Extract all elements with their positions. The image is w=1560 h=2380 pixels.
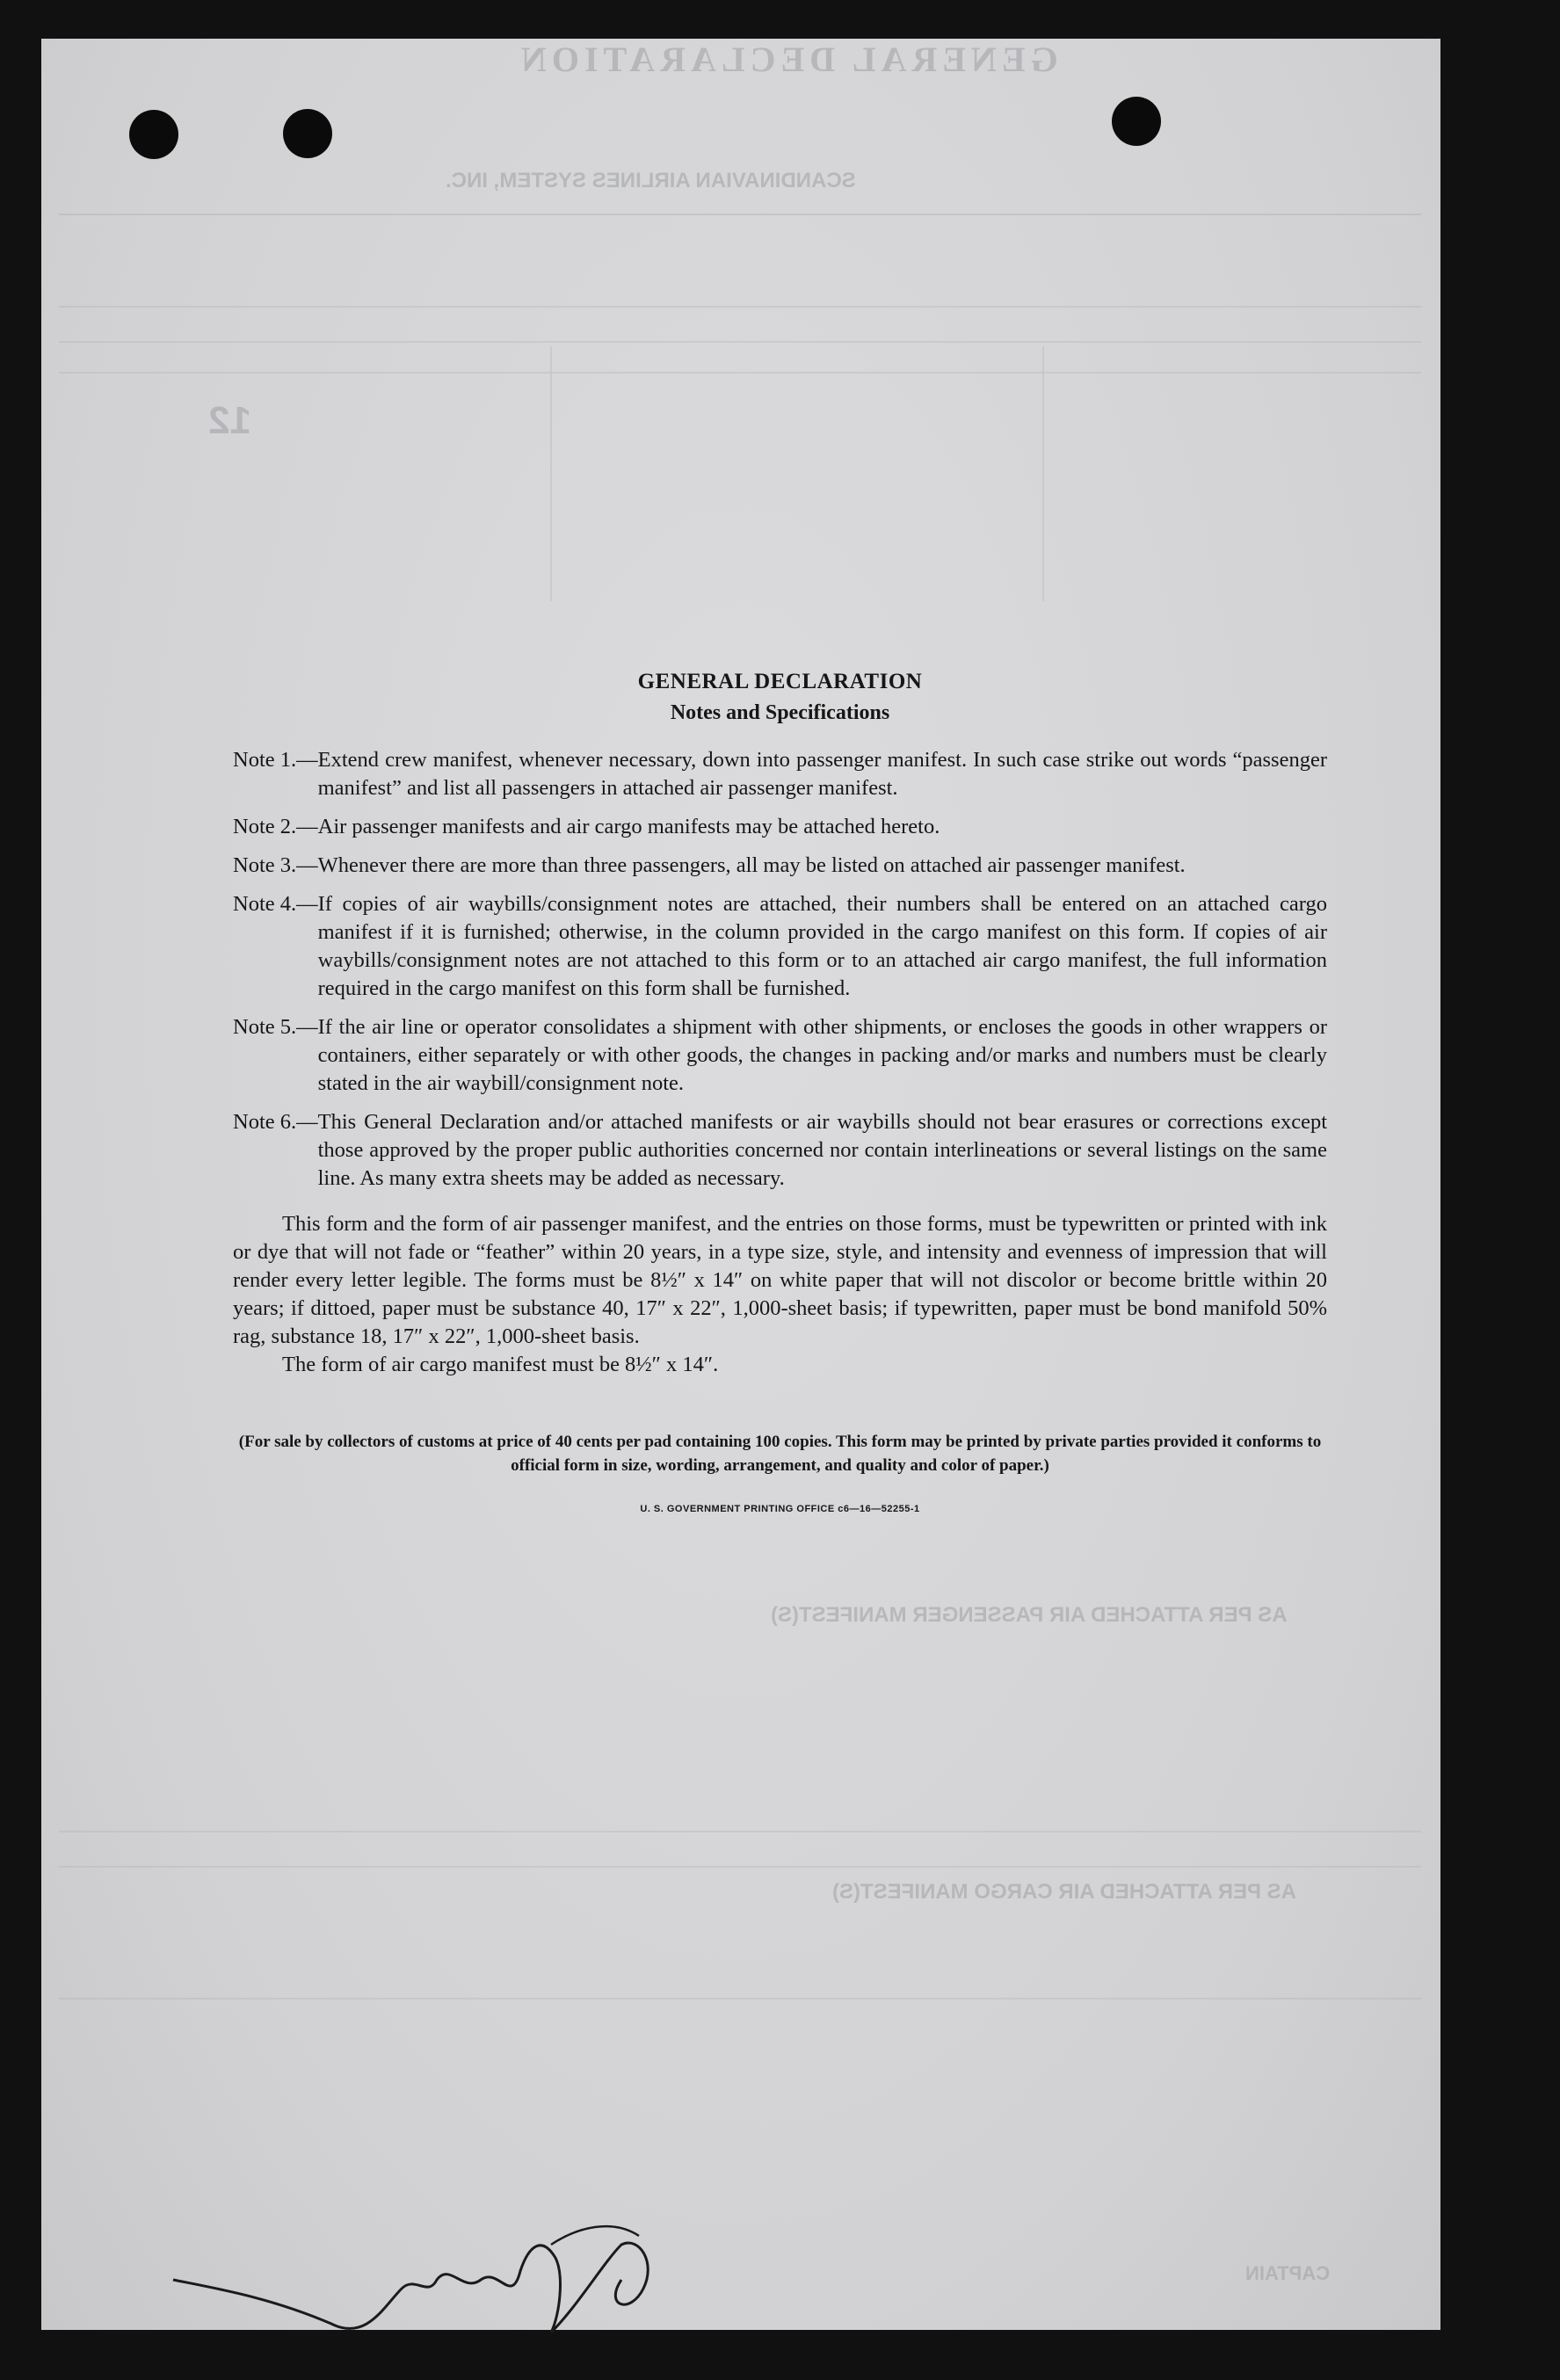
note-dash: — [296, 853, 318, 877]
notes-section [233, 670, 1327, 1514]
note-label: Note 5. [233, 1015, 297, 1039]
note-label: Note 2. [233, 815, 297, 838]
bleed-through-captain: CAPTAIN [1245, 2262, 1331, 2284]
note-label: Note 6. [233, 1110, 297, 1134]
note-label: Note 1. [233, 748, 297, 772]
note-dash: — [296, 748, 318, 772]
signature-scrawl [164, 2209, 692, 2350]
form-title: GENERAL DECLARATION [637, 670, 923, 693]
note-3 [233, 852, 1327, 880]
form-subtitle: Notes and Specifications [670, 701, 890, 724]
note-text: If the air line or operator consolidates a shipment with other shipments, or encloses the goods in other wrappers or containers, either separately or with other goods, the changes in packing and/or marks and numbers must be clearly stated in the air waybill/consignment note. [317, 1015, 1327, 1095]
bleed-through-number: 12 [208, 399, 251, 442]
document-sheet [41, 39, 1440, 2330]
bleed-through-cargo-stamp: AS PER ATTACHED AIR CARGO MANIFEST(S) [832, 1880, 1296, 1904]
note-dash: — [296, 815, 318, 838]
note-dash: — [296, 892, 318, 916]
printer-line: U. S. GOVERNMENT PRINTING OFFICE c6—16—52255-1 [640, 1504, 920, 1514]
note-text: This General Declaration and/or attached manifests or air waybills should not bear erasures or corrections except those approved by the proper public authorities concerned nor contain interlineations or several listings on the same line. As many extra sheets may be added as necessary. [317, 1110, 1327, 1190]
note-label: Note 3. [233, 853, 297, 877]
bleed-through-passenger-stamp: AS PER ATTACHED AIR PASSENGER MANIFEST(S) [771, 1603, 1288, 1627]
note-text: Air passenger manifests and air cargo manifests may be attached hereto. [317, 815, 940, 838]
note-dash: — [296, 1015, 318, 1039]
note-text: If copies of air waybills/consignment notes are attached, their numbers shall be entered on an attached cargo manifest if it is furnished; otherwise, in the column provided in the cargo manifest on this form. If copies of air waybills/consignment notes are not attached to this form or to an attached air cargo manifest, the full information required in the cargo manifest on this form shall be furnished. [317, 892, 1327, 1000]
note-dash: — [296, 1110, 318, 1134]
note-label: Note 4. [233, 892, 297, 916]
cargo-manifest-size: The form of air cargo manifest must be 8½″ x 14″. [282, 1353, 719, 1376]
bleed-through-title: GENERAL DECLARATION [516, 40, 1058, 79]
note-text: Extend crew manifest, whenever necessary, down into passenger manifest. In such case strike out words “passenger manifest” and list all passengers in attached air passenger manifest. [317, 748, 1327, 800]
note-1 [233, 746, 1327, 802]
note-6 [233, 1108, 1327, 1193]
sale-notice: (For sale by collectors of customs at price of 40 cents per pad containing 100 copies. This form may be printed by private parties provided it conforms to official form in size, wording, arrangement, and quality and color of paper.) [238, 1433, 1322, 1475]
bleed-through-operator: SCANDINAVIAN AIRLINES SYSTEM, INC. [446, 169, 856, 192]
specification-paragraph: This form and the form of air passenger manifest, and the entries on those forms, must be typewritten or printed with ink or dye that will not fade or “feather” within 20 years, in a type size, style, and intensity and evenness of impression that will render every letter legible. The forms must be 8½″ x 14″ on white paper that will not discolor or become brittle within 20 years; if dittoed, paper must be substance 40, 17″ x 22″, 1,000-sheet basis; if typewritten, paper must be bond manifold 50% rag, substance 18, 17″ x 22″, 1,000-sheet basis. [233, 1212, 1327, 1348]
note-text: Whenever there are more than three passengers, all may be listed on attached air passenger manifest. [317, 853, 1186, 877]
note-5 [233, 1013, 1327, 1098]
note-4 [233, 890, 1327, 1003]
note-2 [233, 813, 1327, 841]
